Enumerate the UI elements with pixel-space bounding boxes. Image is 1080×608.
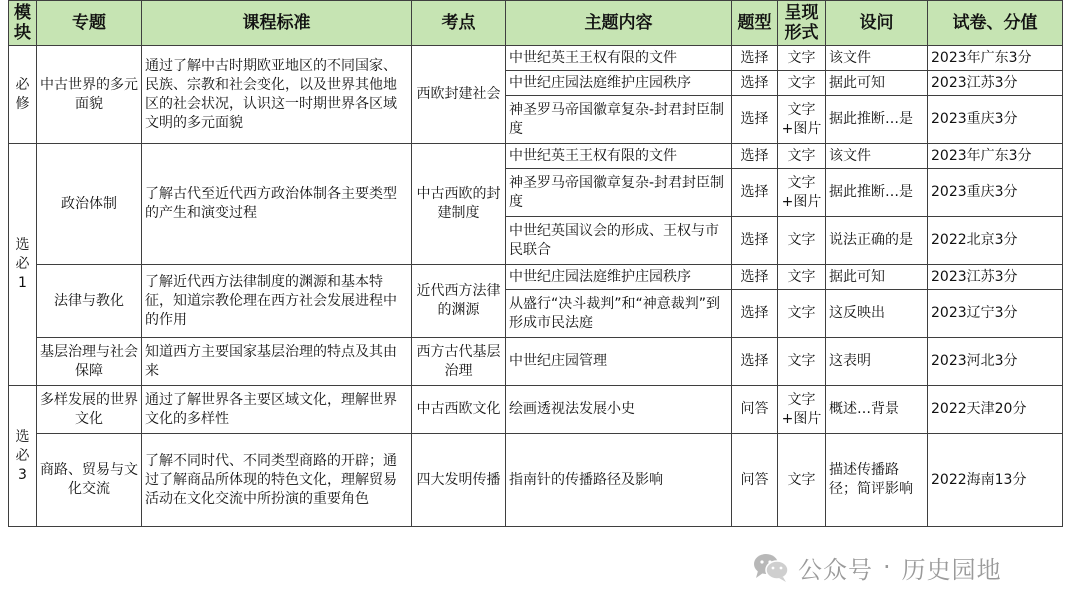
module-cell: 选必1 (9, 144, 37, 386)
type-cell: 选择 (732, 338, 778, 386)
header-type: 题型 (732, 1, 778, 46)
form-cell: 文字 (778, 338, 826, 386)
standard-cell: 了解近代西方法律制度的渊源和基本特征，知道宗教伦理在西方社会发展进程中的作用 (142, 265, 412, 338)
content-cell: 神圣罗马帝国徽章复杂-封君封臣制度 (506, 169, 732, 217)
type-cell: 选择 (732, 46, 778, 71)
table-row (9, 46, 1063, 71)
type-cell: 选择 (732, 217, 778, 265)
content-cell: 中世纪英国议会的形成、王权与市民联合 (506, 217, 732, 265)
header-standard: 课程标准 (142, 1, 412, 46)
table-row (9, 144, 1063, 169)
type-cell: 选择 (732, 71, 778, 96)
paper-cell: 2023河北3分 (928, 338, 1063, 386)
paper-cell: 2022天津20分 (928, 386, 1063, 434)
question-cell: 这表明 (826, 338, 928, 386)
point-cell: 四大发明传播 (412, 434, 506, 527)
type-cell: 选择 (732, 169, 778, 217)
standard-cell: 知道西方主要国家基层治理的特点及其由来 (142, 338, 412, 386)
content-cell: 绘画透视法发展小史 (506, 386, 732, 434)
header-question: 设问 (826, 1, 928, 46)
form-cell: 文字 (778, 217, 826, 265)
type-cell: 问答 (732, 386, 778, 434)
form-cell: 文字 (778, 265, 826, 290)
standard-cell: 了解不同时代、不同类型商路的开辟；通过了解商品所体现的特色文化，理解贸易活动在文化交流中所扮演的重要角色 (142, 434, 412, 527)
table-row (9, 386, 1063, 434)
form-cell: 文字 (778, 46, 826, 71)
table-body (9, 46, 1063, 527)
question-cell: 该文件 (826, 144, 928, 169)
header-topic: 专题 (37, 1, 142, 46)
paper-cell: 2023年广东3分 (928, 144, 1063, 169)
form-cell: 文字 (778, 434, 826, 527)
content-cell: 从盛行“决斗裁判”和“神意裁判”到形成市民法庭 (506, 290, 732, 338)
question-cell: 概述…背景 (826, 386, 928, 434)
paper-cell: 2023重庆3分 (928, 169, 1063, 217)
form-cell: 文字+图片 (778, 96, 826, 144)
form-cell: 文字 (778, 71, 826, 96)
watermark-separator: · (883, 553, 892, 581)
type-cell: 选择 (732, 265, 778, 290)
content-cell: 中世纪庄园管理 (506, 338, 732, 386)
question-cell: 据此可知 (826, 265, 928, 290)
question-cell: 据此推断…是 (826, 169, 928, 217)
topic-cell: 法律与教化 (37, 265, 142, 338)
watermark (752, 550, 1002, 584)
form-cell: 文字 (778, 290, 826, 338)
question-cell: 据此可知 (826, 71, 928, 96)
question-cell: 说法正确的是 (826, 217, 928, 265)
module-cell: 选必3 (9, 386, 37, 527)
standard-cell: 通过了解世界各主要区域文化，理解世界文化的多样性 (142, 386, 412, 434)
question-cell: 该文件 (826, 46, 928, 71)
module-cell: 必修 (9, 46, 37, 144)
table-row (9, 338, 1063, 386)
paper-cell: 2023江苏3分 (928, 265, 1063, 290)
paper-cell: 2023江苏3分 (928, 71, 1063, 96)
table-row (9, 434, 1063, 527)
point-cell: 西方古代基层治理 (412, 338, 506, 386)
content-cell: 神圣罗马帝国徽章复杂-封君封臣制度 (506, 96, 732, 144)
standard-cell: 通过了解中古时期欧亚地区的不同国家、民族、宗教和社会变化，以及世界其他地区的社会状况，认识这一时期世界各区域文明的多元面貌 (142, 46, 412, 144)
content-cell: 中世纪英王王权有限的文件 (506, 46, 732, 71)
watermark-name: 历史园地 (901, 555, 1002, 584)
header-row (9, 1, 1063, 46)
type-cell: 选择 (732, 290, 778, 338)
header-content: 主题内容 (506, 1, 732, 46)
header-module: 模块 (9, 1, 37, 46)
type-cell: 选择 (732, 144, 778, 169)
content-cell: 中世纪庄园法庭维护庄园秩序 (506, 265, 732, 290)
topic-cell: 多样发展的世界文化 (37, 386, 142, 434)
standard-cell: 了解古代至近代西方政治体制各主要类型的产生和演变过程 (142, 144, 412, 265)
question-cell: 描述传播路径；简评影响 (826, 434, 928, 527)
type-cell: 选择 (732, 96, 778, 144)
point-cell: 中古西欧文化 (412, 386, 506, 434)
paper-cell: 2022北京3分 (928, 217, 1063, 265)
curriculum-table (8, 0, 1063, 527)
type-cell: 问答 (732, 434, 778, 527)
form-cell: 文字 (778, 144, 826, 169)
content-cell: 中世纪庄园法庭维护庄园秩序 (506, 71, 732, 96)
header-point: 考点 (412, 1, 506, 46)
content-cell: 中世纪英王王权有限的文件 (506, 144, 732, 169)
header-paper: 试卷、分值 (928, 1, 1063, 46)
paper-cell: 2022海南13分 (928, 434, 1063, 527)
watermark-prefix: 公众号 (798, 555, 873, 584)
point-cell: 中古西欧的封建制度 (412, 144, 506, 265)
paper-cell: 2023年广东3分 (928, 46, 1063, 71)
paper-cell: 2023辽宁3分 (928, 290, 1063, 338)
content-cell: 指南针的传播路径及影响 (506, 434, 732, 527)
topic-cell: 商路、贸易与文化交流 (37, 434, 142, 527)
form-cell: 文字+图片 (778, 169, 826, 217)
topic-cell: 中古世界的多元面貌 (37, 46, 142, 144)
topic-cell: 基层治理与社会保障 (37, 338, 142, 386)
question-cell: 据此推断…是 (826, 96, 928, 144)
table-row (9, 265, 1063, 290)
form-cell: 文字+图片 (778, 386, 826, 434)
point-cell: 西欧封建社会 (412, 46, 506, 144)
question-cell: 这反映出 (826, 290, 928, 338)
header-form: 呈现形式 (778, 1, 826, 46)
point-cell: 近代西方法律的渊源 (412, 265, 506, 338)
paper-cell: 2023重庆3分 (928, 96, 1063, 144)
wechat-icon (752, 551, 790, 583)
topic-cell: 政治体制 (37, 144, 142, 265)
